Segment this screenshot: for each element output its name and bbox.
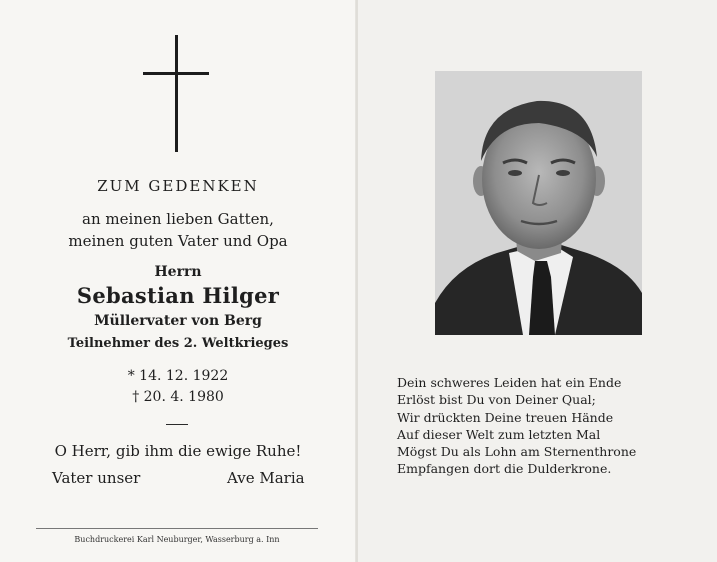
- salutation: Herrn: [154, 264, 202, 280]
- poem-line: Empfangen dort die Dulderkrone.: [397, 461, 612, 477]
- birth-date: * 14. 12. 1922: [127, 368, 229, 384]
- cross-icon: [143, 35, 209, 152]
- printer-imprint: Buchdruckerei Karl Neuburger, Wasserburg a. Inn: [74, 535, 280, 544]
- bottom-divider: [36, 528, 318, 529]
- poem-line: Mögst Du als Lohn am Sternenthrone: [397, 444, 637, 460]
- prayer-line: O Herr, gib ihm die ewige Ruhe!: [54, 442, 302, 460]
- portrait-photo: [435, 71, 642, 335]
- intro-line-2: meinen guten Vater und Opa: [68, 232, 288, 250]
- poem-line: Dein schweres Leiden hat ein Ende: [397, 375, 622, 390]
- death-date: † 20. 4. 1980: [132, 389, 224, 405]
- veteran-note: Teilnehmer des 2. Weltkrieges: [67, 336, 289, 351]
- prayer-vater-unser: Vater unser: [52, 469, 141, 487]
- poem-line: Auf dieser Welt zum letzten Mal: [397, 426, 601, 442]
- deceased-name: Sebastian Hilger: [76, 283, 280, 308]
- left-page: [0, 0, 356, 562]
- poem-line: Erlöst bist Du von Deiner Qual;: [397, 392, 596, 408]
- divider: [166, 424, 188, 425]
- card-title: ZUM GEDENKEN: [97, 177, 259, 195]
- occupation: Müllervater von Berg: [94, 313, 262, 329]
- prayer-ave-maria: Ave Maria: [227, 469, 305, 487]
- intro-line-1: an meinen lieben Gatten,: [82, 210, 274, 228]
- poem-line: Wir drückten Deine treuen Hände: [397, 409, 614, 425]
- memorial-poem: [397, 374, 697, 478]
